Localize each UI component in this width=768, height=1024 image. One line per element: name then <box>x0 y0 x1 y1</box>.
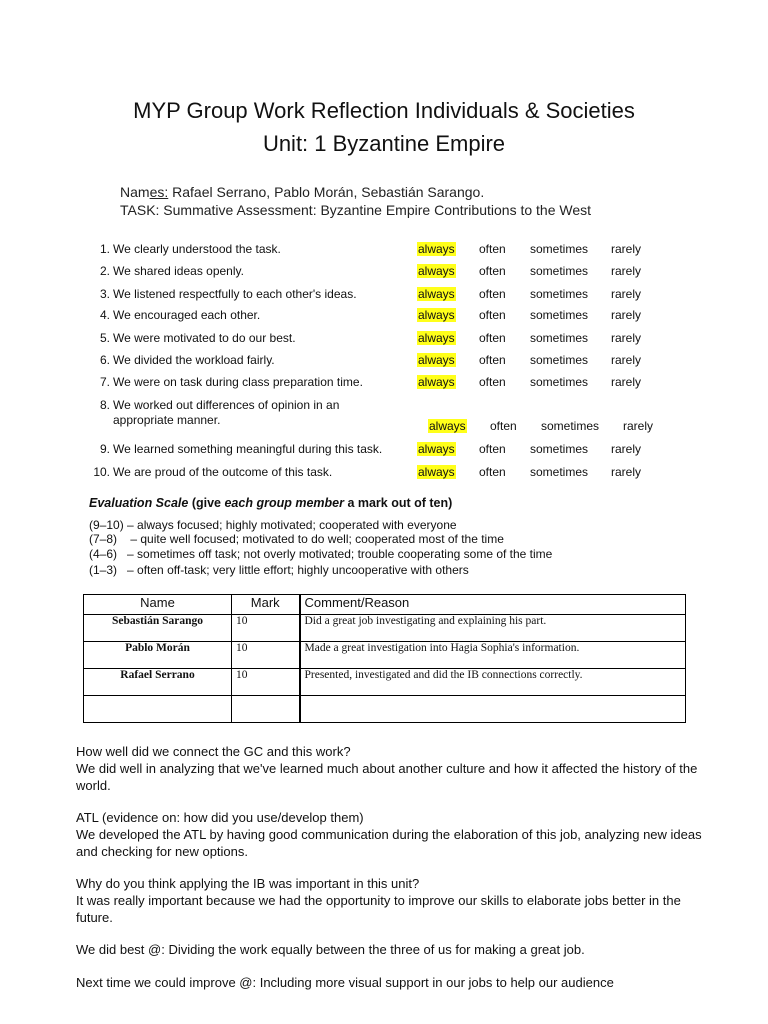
ib-answer: It was really important because we had the opportunity to improve our skills to elaborate jobs better in the future. <box>76 893 681 925</box>
atl-question: ATL (evidence on: how did you use/develop them) <box>76 810 364 825</box>
rating-sometimes[interactable]: sometimes <box>530 353 589 367</box>
student-comment[interactable]: Made a great investigation into Hagia Sophia's information. <box>300 642 686 669</box>
rating-often[interactable]: often <box>479 353 506 367</box>
header-mark: Mark <box>232 595 300 615</box>
rating-always[interactable]: always <box>418 308 455 322</box>
rating-rarely[interactable]: rarely <box>611 242 642 256</box>
rating-always[interactable]: always <box>418 442 455 456</box>
rating-always[interactable]: always <box>418 331 455 345</box>
student-comment[interactable]: Did a great job investigating and explaining his part. <box>300 615 686 642</box>
rating-rarely[interactable]: rarely <box>611 375 642 389</box>
rating-often[interactable]: often <box>479 442 506 456</box>
rating-often[interactable]: often <box>479 375 506 389</box>
rating-often[interactable]: often <box>479 465 506 479</box>
rating-often[interactable]: often <box>479 242 506 256</box>
rating-sometimes[interactable]: sometimes <box>530 242 589 256</box>
header-name: Name <box>84 595 232 615</box>
student-name[interactable] <box>84 696 232 723</box>
student-name: Pablo Morán <box>84 642 232 669</box>
atl-answer: We developed the ATL by having good communication during the elaboration of this job, analyzing new ideas and checking for new options. <box>76 827 702 859</box>
student-mark[interactable] <box>232 696 300 723</box>
rating-always[interactable]: always <box>418 465 455 479</box>
scale-item: (9–10) – always focused; highly motivated; cooperated with everyone <box>89 518 457 532</box>
scale-item: (1–3) – often off-task; very little effort; highly uncooperative with others <box>89 563 469 577</box>
unit-title: Unit: 1 Byzantine Empire <box>262 131 506 156</box>
evaluation-scale-title: Evaluation Scale (give each group member a mark out of ten) <box>89 496 453 510</box>
names-line <box>120 184 484 200</box>
rating-often[interactable]: often <box>479 331 506 345</box>
rating-sometimes[interactable]: sometimes <box>530 465 589 479</box>
rating-rarely[interactable]: rarely <box>611 353 642 367</box>
rating-sometimes[interactable]: sometimes <box>530 375 589 389</box>
document-title: MYP Group Work Reflection Individuals & Societies <box>133 98 635 123</box>
student-comment[interactable] <box>300 696 686 723</box>
table-row <box>84 669 686 696</box>
names-value: Rafael Serrano, Pablo Morán, Sebastián Sarango. <box>168 184 485 200</box>
rating-often[interactable]: often <box>479 264 506 278</box>
task-line: TASK: Summative Assessment: Byzantine Empire Contributions to the West <box>120 202 592 218</box>
student-mark[interactable]: 10 <box>232 615 300 642</box>
table-row <box>84 615 686 642</box>
rating-rarely[interactable]: rarely <box>611 465 642 479</box>
scale-item: (7–8) – quite well focused; motivated to do well; cooperated most of the time <box>89 532 504 546</box>
rating-rarely[interactable]: rarely <box>611 264 642 278</box>
improve-line: Next time we could improve @: Including more visual support in our jobs to help our audience <box>76 975 614 990</box>
rating-rarely[interactable]: rarely <box>611 287 642 301</box>
did-best-line: We did best @: Dividing the work equally between the three of us for making a great job. <box>76 942 585 957</box>
student-comment[interactable]: Presented, investigated and did the IB connections correctly. <box>300 669 686 696</box>
table-row <box>84 642 686 669</box>
rating-sometimes[interactable]: sometimes <box>530 442 589 456</box>
rating-always[interactable]: always <box>418 375 455 389</box>
rating-always[interactable]: always <box>429 419 466 433</box>
rating-often[interactable]: often <box>479 287 506 301</box>
rating-always[interactable]: always <box>418 287 455 301</box>
ib-question: Why do you think applying the IB was important in this unit? <box>76 876 420 891</box>
student-name: Rafael Serrano <box>84 669 232 696</box>
scale-item: (4–6) – sometimes off task; not overly motivated; trouble cooperating some of the time <box>89 547 553 561</box>
header-comment: Comment/Reason <box>300 595 686 615</box>
rating-sometimes[interactable]: sometimes <box>541 419 600 433</box>
rating-often[interactable]: often <box>479 308 506 322</box>
rating-rarely[interactable]: rarely <box>611 308 642 322</box>
rating-rarely[interactable]: rarely <box>611 442 642 456</box>
rating-always[interactable]: always <box>418 264 455 278</box>
gc-question: How well did we connect the GC and this work? <box>76 744 351 759</box>
rating-always[interactable]: always <box>418 353 455 367</box>
rating-rarely[interactable]: rarely <box>623 419 654 433</box>
student-mark[interactable]: 10 <box>232 669 300 696</box>
rating-rarely[interactable]: rarely <box>611 331 642 345</box>
student-name: Sebastián Sarango <box>84 615 232 642</box>
rating-sometimes[interactable]: sometimes <box>530 287 589 301</box>
gc-answer: We did well in analyzing that we've learned much about another culture and how it affected the history of the world. <box>76 761 698 793</box>
grades-header-row <box>84 595 686 615</box>
rating-often[interactable]: often <box>490 419 517 433</box>
table-row <box>84 696 686 723</box>
rating-always[interactable]: always <box>418 242 455 256</box>
names-label: Names: <box>120 184 169 200</box>
rating-sometimes[interactable]: sometimes <box>530 331 589 345</box>
student-mark[interactable]: 10 <box>232 642 300 669</box>
rating-sometimes[interactable]: sometimes <box>530 308 589 322</box>
grades-table <box>83 594 686 723</box>
rating-sometimes[interactable]: sometimes <box>530 264 589 278</box>
